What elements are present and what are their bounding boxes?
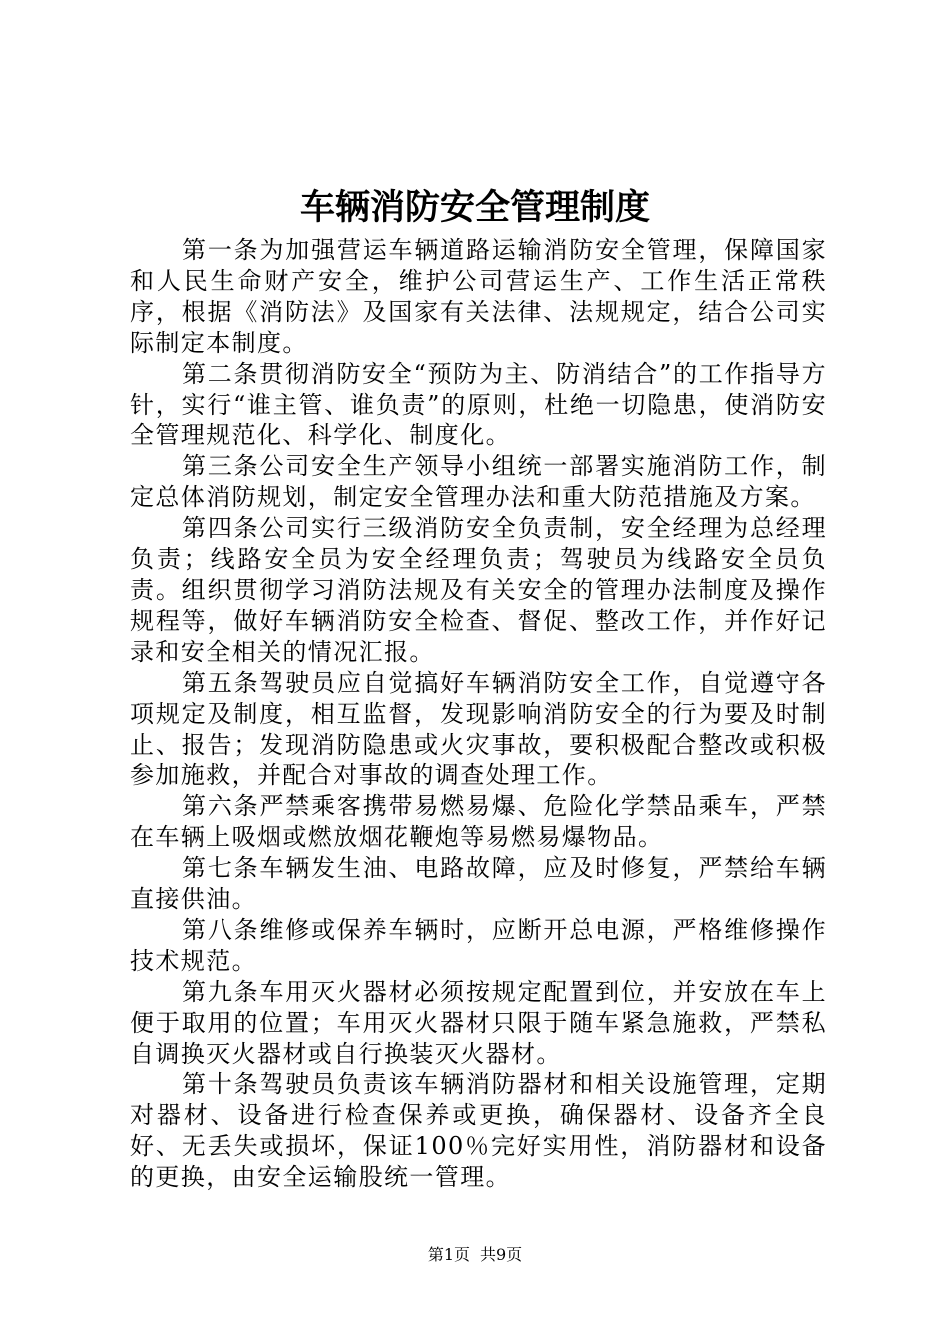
article-paragraph: 第二条贯彻消防安全“预防为主、防消结合”的工作指导方针，实行“谁主管、谁负责”的原则，杜绝一切隐患，使消防安全管理规范化、科学化、制度化。	[130, 359, 827, 450]
page-total: 共9页	[480, 1245, 523, 1264]
article-paragraph: 第三条公司安全生产领导小组统一部署实施消防工作，制定总体消防规划，制定安全管理办法和重大防范措施及方案。	[130, 452, 827, 512]
article-paragraph: 第八条维修或保养车辆时，应断开总电源，严格维修操作技术规范。	[130, 915, 827, 975]
document-body	[130, 235, 827, 1193]
article-paragraph: 第一条为加强营运车辆道路运输消防安全管理，保障国家和人民生命财产安全，维护公司营运生产、工作生活正常秩序，根据《消防法》及国家有关法律、法规规定，结合公司实际制定本制度。	[130, 236, 827, 357]
page-footer	[0, 1244, 950, 1266]
article-paragraph: 第五条驾驶员应自觉搞好车辆消防安全工作，自觉遵守各项规定及制度，相互监督，发现影响消防安全的行为要及时制止、报告；发现消防隐患或火灾事故，要积极配合整改或积极参加施救，并配合对事故的调查处理工作。	[130, 668, 827, 790]
article-paragraph: 第七条车辆发生油、电路故障，应及时修复，严禁给车辆直接供油。	[130, 854, 827, 914]
article-paragraph: 第四条公司实行三级消防安全负责制，安全经理为总经理负责；线路安全员为安全经理负责；驾驶员为线路安全员负责。组织贯彻学习消防法规及有关安全的管理办法制度及操作规程等，做好车辆消防安全检查、督促、整改工作，并作好记录和安全相关的情况汇报。	[130, 514, 827, 666]
article-paragraph: 第九条车用灭火器材必须按规定配置到位，并安放在车上便于取用的位置；车用灭火器材只限于随车紧急施救，严禁私自调换灭火器材或自行换装灭火器材。	[130, 977, 827, 1068]
page-number: 第1页	[427, 1245, 470, 1264]
article-paragraph: 第六条严禁乘客携带易燃易爆、危险化学禁品乘车，严禁在车辆上吸烟或燃放烟花鞭炮等易燃易爆物品。	[130, 792, 827, 852]
article-paragraph: 第十条驾驶员负责该车辆消防器材和相关设施管理，定期对器材、设备进行检查保养或更换，确保器材、设备齐全良好、无丢失或损坏，保证100％完好实用性，消防器材和设备的更换，由安全运输股统一管理。	[130, 1070, 827, 1192]
document-title: 车辆消防安全管理制度	[299, 187, 650, 228]
